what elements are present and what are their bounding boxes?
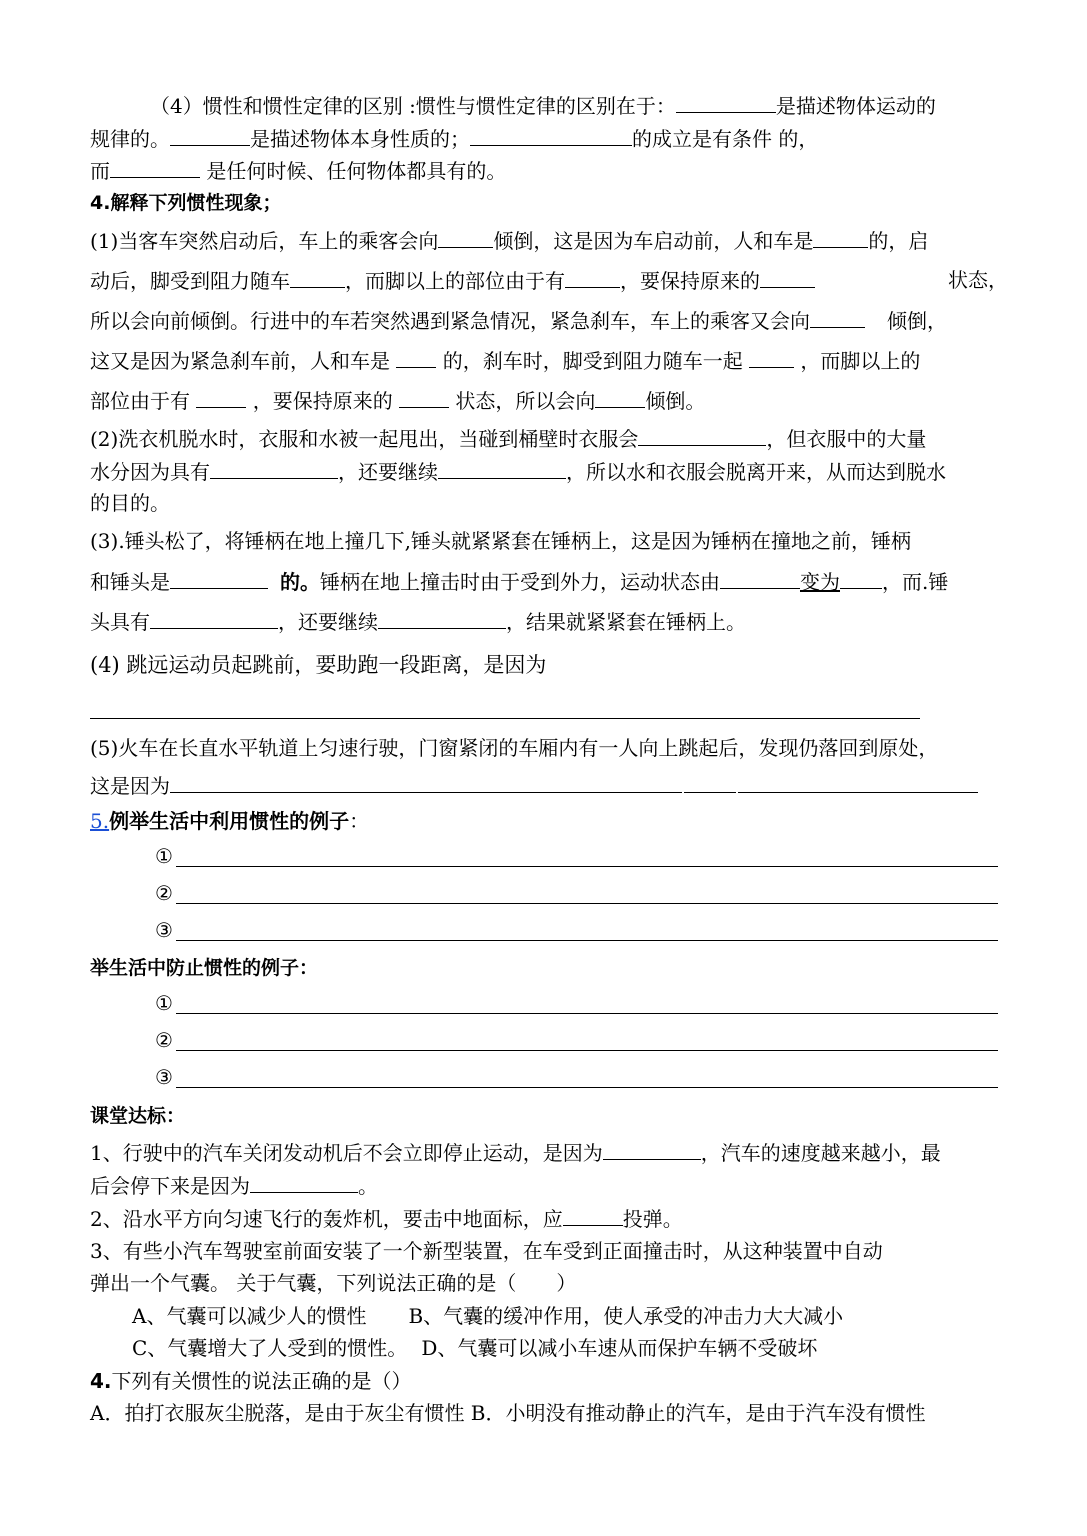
answer-blank[interactable]: [438, 458, 566, 479]
text: 动后，脚受到阻力随车: [90, 269, 290, 293]
answer-blank[interactable]: [170, 568, 268, 589]
text: 水分因为具有: [90, 460, 210, 484]
text: 锤柄在地上撞击时由于受到外力，运动状态由: [320, 570, 720, 594]
answer-blank[interactable]: [170, 125, 250, 146]
answer-blank[interactable]: [150, 608, 278, 629]
class-q2: [90, 1205, 683, 1232]
q4-p5-line2: [90, 772, 978, 799]
text: 是描述物体运动的: [775, 94, 936, 118]
text: ，要保持原来的: [620, 269, 760, 293]
s1-line3: [90, 157, 506, 184]
text: ，而.锤: [882, 570, 949, 594]
text: 这是因为: [90, 774, 170, 798]
q5-number-link[interactable]: 5.: [90, 809, 110, 833]
option-d[interactable]: D、气囊可以减小车速从而保护车辆不受破坏: [421, 1336, 818, 1360]
q5-mark-1: ①: [155, 844, 173, 868]
q4-p2-line3: [90, 490, 170, 516]
q5-heading-2: 举生活中防止惯性的例子：: [90, 957, 319, 979]
q4-p2-line1: [90, 425, 926, 452]
text: 状态，所以会向: [449, 389, 596, 413]
q4-p2-line2: [90, 458, 946, 485]
q5-heading: [90, 808, 369, 834]
class-q3-options-cd: [132, 1335, 817, 1361]
s1-line2: [90, 125, 818, 152]
answer-blank[interactable]: [720, 568, 800, 589]
text: ，所以水和衣服会脱离开来，从而达到脱水: [566, 460, 946, 484]
text: 的。: [280, 570, 320, 594]
text: (3).锤头松了，将锤柄在地上撞几下,锤头就紧紧套在锤柄上，这是因为锤柄在撞地之前，锤柄: [90, 529, 912, 553]
q5-mark-5: ②: [155, 1028, 173, 1052]
text: ，结果就紧紧套在锤柄上。: [506, 610, 746, 634]
answer-blank[interactable]: [396, 347, 436, 368]
text: 的成立是有条件 的，: [632, 127, 819, 151]
answer-blank[interactable]: [378, 608, 506, 629]
text: ，汽车的速度越来越小，最: [700, 1141, 941, 1165]
q4-p1-line3: [90, 307, 947, 334]
text: ，要保持原来的: [246, 389, 400, 413]
answer-blank[interactable]: [749, 347, 794, 368]
class-q1-line2: [90, 1172, 378, 1199]
option-b[interactable]: B、气囊的缓冲作用，使人承受的冲击力大大减小: [408, 1304, 844, 1328]
text: 倾倒，: [887, 309, 947, 333]
text: ，而脚以上的: [794, 349, 921, 373]
q5-mark-6: ③: [155, 1065, 173, 1089]
text: 的目的。: [90, 491, 170, 515]
answer-blank[interactable]: [638, 425, 766, 446]
answer-blank[interactable]: [438, 227, 493, 248]
answer-line[interactable]: [90, 718, 920, 719]
answer-blank[interactable]: [210, 458, 338, 479]
answer-line[interactable]: [176, 940, 998, 941]
text: 头具有: [90, 610, 150, 634]
class-q3-options-ab: [132, 1303, 843, 1329]
text: 是任何时候、任何物体都具有的。: [200, 159, 507, 183]
q4-p1-line1: [90, 227, 928, 254]
answer-blank[interactable]: [684, 772, 736, 793]
q4-p3-line3: [90, 608, 746, 635]
text: 投弹。: [622, 1207, 683, 1231]
answer-blank[interactable]: [595, 387, 645, 408]
answer-blank[interactable]: [250, 1172, 358, 1193]
s1-line1: [150, 92, 936, 119]
text: ，但衣服中的大量: [766, 427, 927, 451]
text: ，还要继续: [278, 610, 378, 634]
text: ，而脚以上的部位由于有: [345, 269, 565, 293]
text: 部位由于有: [90, 389, 197, 413]
text: 变为: [800, 570, 840, 594]
answer-blank[interactable]: [603, 1139, 701, 1160]
answer-blank[interactable]: [810, 307, 865, 328]
answer-line[interactable]: [176, 1013, 998, 1014]
answer-line[interactable]: [176, 866, 998, 867]
q4-p5-line1: (5)火车在长直水平轨道上匀速行驶，门窗紧闭的车厢内有一人向上跳起后，发现仍落回到原处，: [90, 736, 939, 760]
text: 和锤头是: [90, 570, 170, 594]
text: 4.: [90, 1369, 112, 1393]
class-q1-line1: [90, 1139, 941, 1166]
q4-p1-line5: [90, 387, 705, 414]
text: (1)当客车突然启动后，车上的乘客会向: [90, 229, 439, 253]
answer-blank[interactable]: [170, 772, 682, 793]
text: 2、沿水平方向匀速飞行的轰炸机，要击中地面标，应: [90, 1207, 563, 1231]
text: 这又是因为紧急刹车前，人和车是: [90, 349, 397, 373]
q4-p1-line4: [90, 347, 920, 374]
q4-p4: (4) 跳远运动员起跳前，要助跑一段距离，是因为: [90, 653, 547, 677]
answer-blank[interactable]: [760, 267, 815, 288]
text: 。: [358, 1174, 378, 1198]
q4-p1-line2: [90, 267, 1008, 294]
q4-p3-line2: [90, 568, 948, 595]
answer-blank[interactable]: [676, 92, 776, 113]
answer-blank[interactable]: [399, 387, 449, 408]
q5-mark-4: ①: [155, 991, 173, 1015]
answer-blank[interactable]: [110, 157, 200, 178]
text: 下列有关惯性的说法正确的是（）: [111, 1369, 412, 1393]
text: 状态，: [948, 268, 1008, 292]
q5-mark-3: ③: [155, 918, 173, 942]
text: ，还要继续: [338, 460, 438, 484]
answer-blank[interactable]: [840, 568, 882, 589]
answer-blank[interactable]: [196, 387, 246, 408]
text: 1、行驶中的汽车关闭发动机后不会立即停止运动，是因为: [90, 1141, 603, 1165]
option-a[interactable]: A、气囊可以减少人的惯性: [132, 1304, 367, 1328]
class-q3-line2: 弹出一个气囊。 关于气囊，下列说法正确的是（ ）: [90, 1271, 577, 1295]
answer-blank[interactable]: [813, 227, 868, 248]
text: 而: [90, 159, 110, 183]
q5-mark-2: ②: [155, 881, 173, 905]
text: （4）惯性和惯性定律的区别 :惯性与惯性定律的区别在于：: [150, 94, 676, 118]
answer-line[interactable]: [176, 903, 998, 904]
q4-p3-line1: [90, 528, 911, 554]
answer-blank[interactable]: [470, 125, 632, 146]
text: (2)洗衣机脱水时，衣服和水被一起甩出，当碰到桶壁时衣服会: [90, 427, 639, 451]
answer-blank[interactable]: [563, 1205, 623, 1226]
class-q4: [90, 1368, 412, 1394]
text: 例举生活中利用惯性的例子: [109, 809, 350, 833]
class-heading: 课堂达标：: [90, 1105, 186, 1127]
class-q3-line1: 3、有些小汽车驾驶室前面安装了一个新型装置，在车受到正面撞击时，从这种装置中自动: [90, 1239, 883, 1263]
answer-blank[interactable]: [565, 267, 620, 288]
answer-blank[interactable]: [290, 267, 345, 288]
section-heading-4: 4.解释下列惯性现象；: [90, 192, 282, 214]
text: 倾倒。: [645, 389, 706, 413]
option-c[interactable]: C、气囊增大了人受到的惯性。: [132, 1336, 408, 1360]
answer-line[interactable]: [176, 1087, 998, 1088]
text: 是描述物体本身性质的；: [250, 127, 470, 151]
text: 的，启: [868, 229, 929, 253]
answer-line[interactable]: [176, 1050, 998, 1051]
text: ：: [349, 809, 370, 833]
text: 的，刹车时，脚受到阻力随车一起: [436, 349, 750, 373]
text: 所以会向前倾倒。行进中的车若突然遇到紧急情况，紧急刹车，车上的乘客又会向: [90, 309, 810, 333]
text: 倾倒，这是因为车启动前，人和车是: [493, 229, 814, 253]
text: 规律的。: [90, 127, 170, 151]
text: 后会停下来是因为: [90, 1174, 250, 1198]
answer-blank[interactable]: [738, 772, 978, 793]
class-q4-options: A．拍打衣服灰尘脱落，是由于灰尘有惯性 B．小明没有推动静止的汽车，是由于汽车没有惯性: [90, 1401, 926, 1425]
